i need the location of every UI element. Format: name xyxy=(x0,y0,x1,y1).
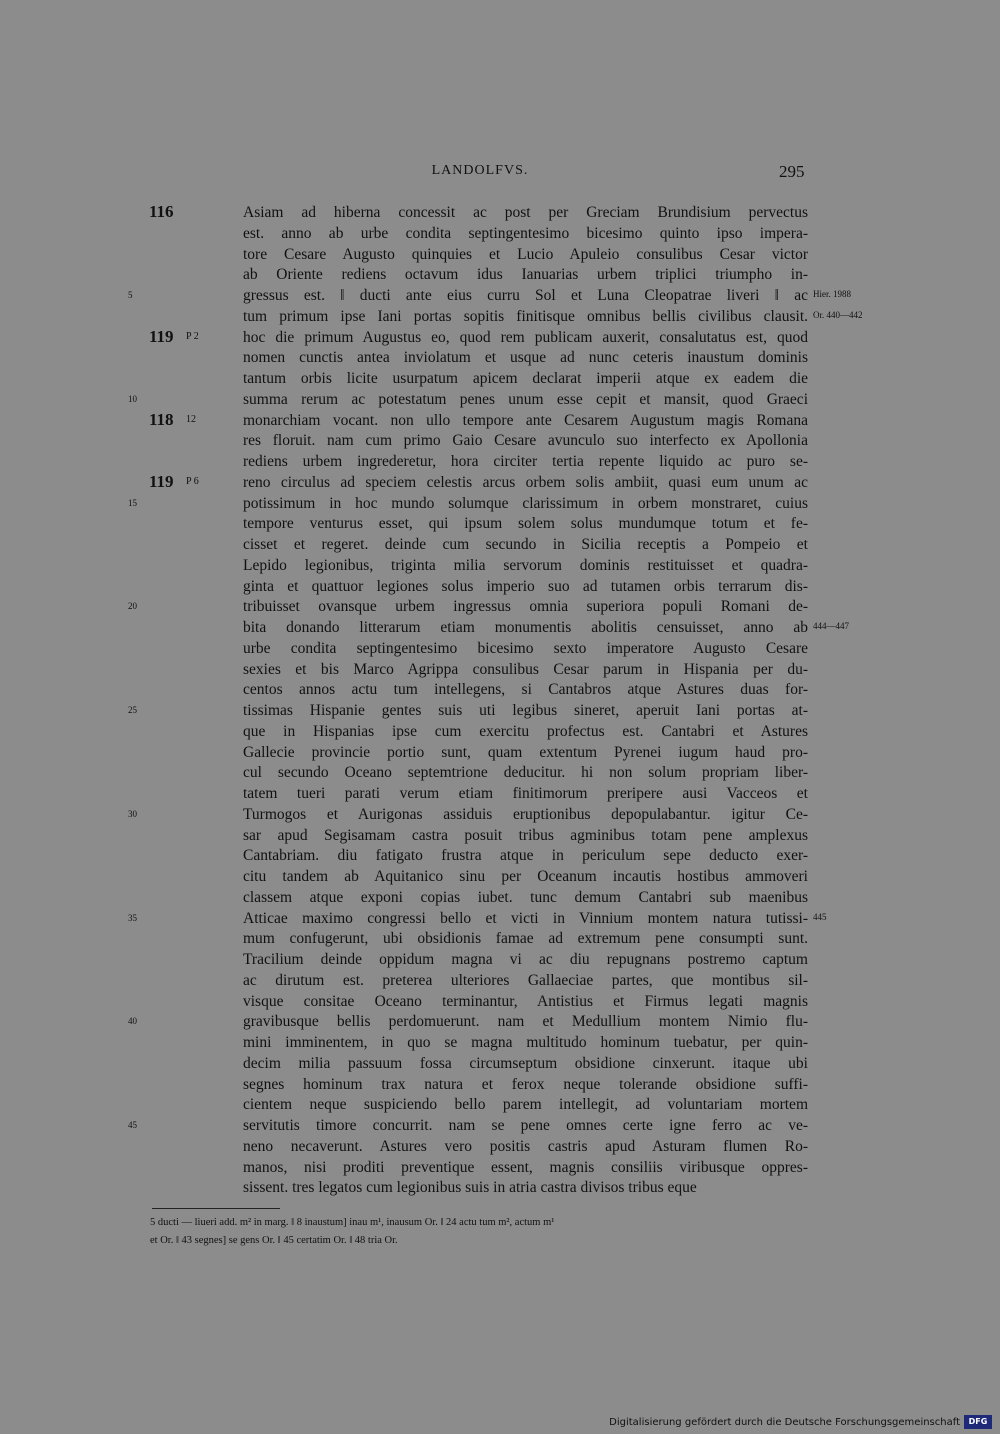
source-reference: P 2 xyxy=(186,330,199,342)
line-text: urbe condita septingentesimo bicesimo sexto imperatore Augusto Cesare xyxy=(243,639,808,657)
text-line xyxy=(0,203,1000,224)
line-text: tissimas Hispanie gentes suis uti legibus sineret, aperuit Iani portas at- xyxy=(243,702,808,719)
line-number: 15 xyxy=(128,497,137,508)
line-text: Gallecie provincie portio sunt, quam extentum Pyrenei iugum haud pro- xyxy=(243,743,808,761)
text-line xyxy=(0,805,1000,826)
line-text: hoc die primum Augustus eo, quod rem publicam auxerit, consalutatus est, quod xyxy=(243,328,808,346)
text-line xyxy=(0,307,1000,328)
text-line xyxy=(0,722,1000,743)
page-number: 295 xyxy=(779,162,805,181)
footnote-line: 5 ducti — liueri add. m² in marg. ‖ 8 inaustum] inau m¹, inausum Or. ‖ 24 actu tum m², actum m¹ xyxy=(150,1217,555,1228)
line-text: Turmogos et Aurigonas assiduis eruptionibus depopulabantur. igitur Ce- xyxy=(243,805,808,823)
text-line xyxy=(0,1178,1000,1199)
line-text: que in Hispanias ipse cum exercitu profectus est. Cantabri et Astures xyxy=(243,722,808,740)
line-text: decim milia passuum fossa circumseptum obsidione cinxerunt. itaque ubi xyxy=(243,1054,808,1072)
line-text: classem atque exponi copias iubet. tunc demum Cantabri sub maenibus xyxy=(243,888,808,906)
text-line xyxy=(0,265,1000,286)
line-text: tribuisset ovansque urbem ingressus omnia superiora populi Romani de- xyxy=(243,598,808,616)
line-text: Atticae maximo congressi bello et victi in Vinnium montem natura tutissi- xyxy=(243,909,808,927)
funding-credit: Digitalisierung gefördert durch die Deutsche Forschungsgemeinschaft xyxy=(609,1417,960,1428)
text-line xyxy=(0,1095,1000,1116)
line-number: 25 xyxy=(128,705,137,715)
text-line xyxy=(0,826,1000,847)
text-line xyxy=(0,909,1000,930)
footnotes xyxy=(150,1214,810,1250)
line-text: Lepido legionibus, triginta milia servorum dominis restituisset et quadra- xyxy=(243,556,808,574)
line-text: mini imminentem, in quo se magna multitudo hominum tuebatur, per quin- xyxy=(243,1034,808,1051)
text-line xyxy=(0,867,1000,888)
text-line xyxy=(0,929,1000,950)
line-text: ginta et quattuor legiones solus imperio suo ad tutamen orbis terrarum dis- xyxy=(243,577,808,595)
running-header: LANDOLFVS. xyxy=(431,163,529,178)
text-line xyxy=(0,971,1000,992)
chapter-reference: 119 xyxy=(149,471,174,491)
line-text: tempore venturus esset, qui ipsum solem solus mundumque totum et fe- xyxy=(243,515,808,533)
text-line xyxy=(0,514,1000,535)
line-text: sissent. tres legatos cum legionibus suis in atria castra divisos tribus eque xyxy=(243,1179,697,1197)
marginal-note: Or. 440—442 xyxy=(813,309,863,320)
chapter-reference: 116 xyxy=(149,202,174,221)
text-line xyxy=(0,950,1000,971)
line-text: visque consitae Oceano terminantur, Antistius et Firmus legati magnis xyxy=(243,992,808,1010)
text-line xyxy=(0,286,1000,307)
text-line xyxy=(0,1075,1000,1096)
line-text: reno circulus ad speciem celestis arcus orbem solis ambiit, quasi eum unum ac xyxy=(243,473,808,491)
line-number: 30 xyxy=(128,808,137,819)
text-line xyxy=(0,992,1000,1013)
text-line xyxy=(0,1137,1000,1158)
line-text: cisset et regeret. deinde cum secundo in Sicilia receptis a Pompeio et xyxy=(243,536,808,553)
line-text: rediens urbem ingrederetur, hora circiter tertia repente liquido ac puro se- xyxy=(243,453,808,470)
line-text: segnes hominum trax natura et ferox neque tolerande obsidione suffi- xyxy=(243,1075,808,1093)
line-text: est. anno ab urbe condita septingentesimo bicesimo quinto ipso impera- xyxy=(243,224,808,242)
line-number: 10 xyxy=(128,393,137,404)
line-number: 35 xyxy=(128,912,137,923)
text-line xyxy=(0,224,1000,245)
line-number: 5 xyxy=(128,290,133,300)
line-text: citu tandem ab Aquitanico sinu per Oceanum incautis hostibus ammoveri xyxy=(243,868,808,885)
text-line xyxy=(0,701,1000,722)
line-text: potissimum in hoc mundo solumque clarissimum in orbem monstraret, cuius xyxy=(243,494,808,512)
line-text: cientem neque suspiciendo bello parem intellegit, ad voluntariam mortem xyxy=(243,1096,808,1114)
line-text: res floruit. nam cum primo Gaio Cesare avunculo suo interfecto ex Apollonia xyxy=(243,432,808,450)
footnote-rule xyxy=(152,1208,280,1209)
text-line xyxy=(0,452,1000,473)
line-text: gressus est. ‖ ducti ante eius curru Sol et Luna Cleopatrae liveri ‖ ac xyxy=(243,287,808,304)
text-line xyxy=(0,577,1000,598)
text-line xyxy=(0,846,1000,867)
line-text: servitutis timore concurrit. nam se pene omnes certe igne ferro ac ve- xyxy=(243,1117,808,1134)
text-line xyxy=(0,348,1000,369)
text-line xyxy=(0,1158,1000,1179)
text-line xyxy=(0,431,1000,452)
line-text: sexies et bis Marco Agrippa consulibus Cesar parum in Hispania per du- xyxy=(243,660,808,678)
text-line xyxy=(0,784,1000,805)
text-line xyxy=(0,556,1000,577)
text-line xyxy=(0,390,1000,411)
dfg-logo: DFG xyxy=(964,1415,992,1429)
text-line xyxy=(0,245,1000,266)
line-text: ac dirutum est. preterea ulteriores Gallaeciae partes, que montibus sil- xyxy=(243,971,808,989)
marginal-note: Hier. 1988 xyxy=(813,289,851,299)
text-line xyxy=(0,1116,1000,1137)
line-text: tatem tueri parati verum etiam finitimorum preripere ausi Vacceos et xyxy=(243,785,808,802)
text-line xyxy=(0,1033,1000,1054)
text-line xyxy=(0,763,1000,784)
line-number: 20 xyxy=(128,601,137,612)
line-number: 45 xyxy=(128,1120,137,1130)
text-line xyxy=(0,473,1000,494)
line-text: sar apud Segisamam castra posuit tribus agminibus totam pene amplexus xyxy=(243,826,808,844)
text-line xyxy=(0,328,1000,349)
marginal-note: 445 xyxy=(813,911,827,922)
line-text: tore Cesare Augusto quinquies et Lucio Apuleio consulibus Cesar victor xyxy=(243,245,808,263)
line-text: gravibusque bellis perdomuerunt. nam et Medullium montem Nimio flu- xyxy=(243,1013,808,1031)
line-text: tum primum ipse Iani portas sopitis finitisque omnibus bellis civilibus clausit. xyxy=(243,307,808,325)
line-text: Tracilium deinde oppidum magna vi ac diu repugnans postremo captum xyxy=(243,951,808,968)
line-text: ab Oriente rediens octavum idus Ianuarias urbem triplici triumpho in- xyxy=(243,266,808,284)
text-line xyxy=(0,1054,1000,1075)
chapter-reference: 118 xyxy=(149,409,174,429)
text-line xyxy=(0,597,1000,618)
line-text: mum confugerunt, ubi obsidionis famae ad extremum pene consumpti sunt. xyxy=(243,930,808,948)
text-line xyxy=(0,618,1000,639)
line-text: cul secundo Oceano septemtrione deducitur. hi non solum propriam liber- xyxy=(243,764,808,782)
text-line xyxy=(0,888,1000,909)
line-text: bita donando litterarum etiam monumentis abolitis censuisset, anno ab xyxy=(243,619,808,636)
line-text: Asiam ad hiberna concessit ac post per Greciam Brundisium pervectus xyxy=(243,204,808,221)
text-line xyxy=(0,494,1000,515)
text-line xyxy=(0,743,1000,764)
text-line xyxy=(0,369,1000,390)
text-line xyxy=(0,639,1000,660)
line-text: neno necaverunt. Astures vero positis castris apud Asturam flumen Ro- xyxy=(243,1137,808,1155)
line-text: manos, nisi proditi preventique essent, magnis consiliis viribusque oppres- xyxy=(243,1158,808,1176)
line-text: tantum orbis licite usurpatum apicem declarat imperii atque ex eadem die xyxy=(243,370,808,387)
source-reference: P 6 xyxy=(186,475,199,487)
line-text: Cantabriam. diu fatigato frustra atque in periculum sepe deducto exer- xyxy=(243,847,808,865)
text-line xyxy=(0,680,1000,701)
text-line xyxy=(0,660,1000,681)
line-text: centos annos actu tum intellegens, si Cantabros atque Astures duas for- xyxy=(243,681,808,699)
text-line xyxy=(0,535,1000,556)
footnote-line: et Or. ‖ 43 segnes] se gens Or. ‖ 45 certatim Or. ‖ 48 tria Or. xyxy=(150,1235,398,1246)
text-line xyxy=(0,411,1000,432)
line-number: 40 xyxy=(128,1016,137,1027)
main-text xyxy=(0,203,1000,1199)
marginal-note: 444—447 xyxy=(813,621,849,631)
text-line xyxy=(0,1012,1000,1033)
line-text: nomen cunctis antea inviolatum et usque ad nunc ceteris inaustum dominis xyxy=(243,349,808,367)
chapter-reference: 119 xyxy=(149,326,174,346)
line-text: monarchiam vocant. non ullo tempore ante Cesarem Augustum magis Romana xyxy=(243,411,808,429)
line-text: summa rerum ac potestatum penes unum esse cepit et mansit, quod Graeci xyxy=(243,390,808,408)
source-reference: 12 xyxy=(186,413,196,425)
